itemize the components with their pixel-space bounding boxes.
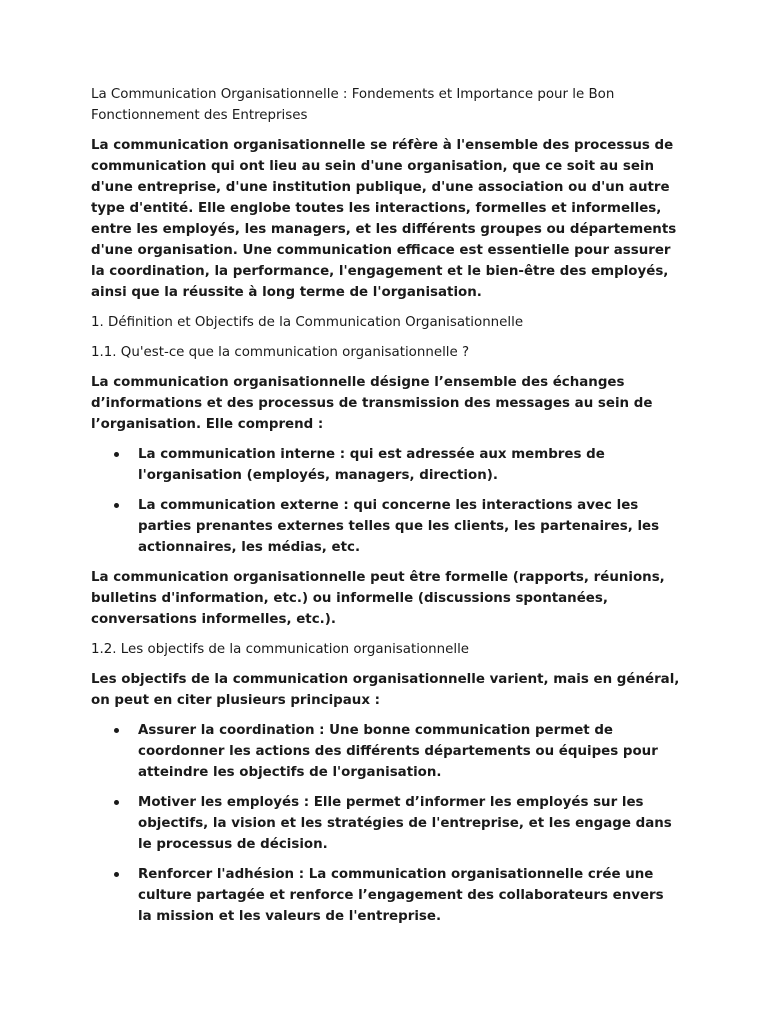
intro-paragraph: La communication organisationnelle se réfère à l'ensemble des processus de communication qui ont lieu au sein d'une organisation, que ce soit au sein d'une entreprise, d'une institution publique, d'une association ou d'un autre type d'entité. Elle englobe toutes les interactions, formelles et informelles, entre les employés, les managers, et les différents groupes ou départements d'une organisation. Une communication efficace est essentielle pour assurer la coordination, la performance, l'engagement et le bien-être des employés, ainsi que la réussite à long terme de l'organisation. [91, 138, 677, 300]
section-1-2-bullet-list [91, 720, 681, 927]
bullet-text: La communication externe : qui concerne les interactions avec les parties prenantes externes telles que les clients, les partenaires, les actionnaires, les médias, etc. [138, 498, 660, 555]
bullet-icon [114, 872, 119, 877]
bullet-item [91, 444, 681, 486]
bullet-text: Assurer la coordination : Une bonne communication permet de coordonner les actions des différents départements ou équipes pour atteindre les objectifs de l'organisation. [138, 723, 658, 780]
bullet-item [91, 864, 681, 927]
bullet-text: La communication interne : qui est adressée aux membres de l'organisation (employés, managers, direction). [138, 447, 605, 483]
bullet-icon [114, 800, 119, 805]
section-1-1-bullet-list [91, 444, 681, 558]
bullet-text: Motiver les employés : Elle permet d’informer les employés sur les objectifs, la vision et les stratégies de l'entreprise, et les engage dans le processus de décision. [138, 795, 672, 852]
document-body [91, 84, 681, 936]
section-1-2-paragraph: Les objectifs de la communication organisationnelle varient, mais en général, on peut en citer plusieurs principaux : [91, 672, 680, 708]
bullet-icon [114, 452, 119, 457]
section-1-heading: 1. Définition et Objectifs de la Communication Organisationnelle [91, 315, 524, 330]
section-1-1-heading: 1.1. Qu'est-ce que la communication organisationnelle ? [91, 345, 470, 360]
section-1-1-paragraph-2: La communication organisationnelle peut être formelle (rapports, réunions, bulletins d'information, etc.) ou informelle (discussions spontanées, conversations informelles, etc.). [91, 570, 665, 627]
bullet-item [91, 495, 681, 558]
section-1-1-paragraph: La communication organisationnelle désigne l’ensemble des échanges d’informations et des processus de transmission des messages au sein de l’organisation. Elle comprend : [91, 375, 653, 432]
bullet-item [91, 792, 681, 855]
bullet-icon [114, 728, 119, 733]
bullet-text: Renforcer l'adhésion : La communication organisationnelle crée une culture partagée et renforce l’engagement des collaborateurs envers la mission et les valeurs de l'entreprise. [138, 867, 664, 924]
bullet-icon [114, 503, 119, 508]
bullet-item [91, 720, 681, 783]
document-title: La Communication Organisationnelle : Fondements et Importance pour le Bon Fonctionnement des Entreprises [91, 87, 615, 123]
section-1-2-heading: 1.2. Les objectifs de la communication organisationnelle [91, 642, 470, 657]
